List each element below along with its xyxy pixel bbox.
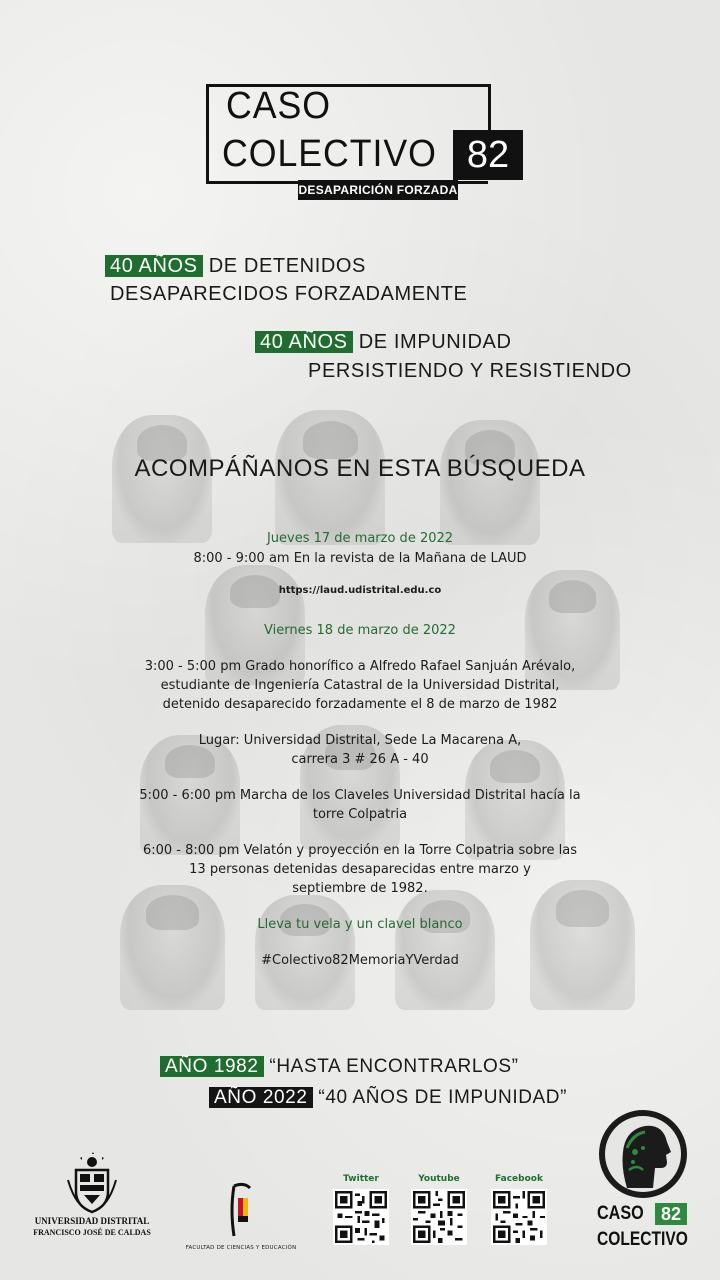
faculty-logo-icon <box>226 1180 256 1238</box>
event-march-line1: 5:00 - 6:00 pm Marcha de los Claveles Universidad Distrital hacía la <box>139 788 581 803</box>
slogan-2 <box>209 1087 567 1109</box>
event-march-line2: torre Colpatria <box>312 807 408 822</box>
hashtag: #Colectivo82MemoriaYVerdad <box>261 953 459 968</box>
twitter-qr-code[interactable] <box>333 1189 389 1245</box>
event-day1: 8:00 - 9:00 am En la revista de la Mañana de LAUD <box>193 551 527 566</box>
laud-url[interactable]: https://laud.udistrital.edu.co <box>278 585 442 596</box>
logo-subtitle: DESAPARICIÓN FORZADA <box>298 180 458 200</box>
badge-caso: CASO <box>597 1203 644 1224</box>
university-name-2: FRANCISCO JOSÉ DE CALDAS <box>33 1228 151 1237</box>
portrait-photo <box>395 890 495 1010</box>
qr-twitter-label: Twitter <box>343 1174 379 1184</box>
slogan-2-text: “40 AÑOS DE IMPUNIDAD” <box>318 1087 568 1108</box>
badge-colectivo: COLECTIVO <box>597 1229 688 1250</box>
event-vigil-line2: 13 personas detenidas desaparecidas entre marzo y <box>189 862 531 877</box>
event-vigil-line3: septiembre de 1982. <box>292 881 428 896</box>
event-honorary-line1: 3:00 - 5:00 pm Grado honorífico a Alfredo Rafael Sanjuán Arévalo, <box>144 659 576 674</box>
headline-2-cont: PERSISTIENDO Y RESISTIENDO <box>308 360 632 382</box>
slogan-2-tag: AÑO 2022 <box>209 1087 313 1108</box>
headline-2-tag: 40 AÑOS <box>255 331 353 353</box>
note-candle: Lleva tu vela y un clavel blanco <box>257 917 463 932</box>
headline-2-rest: DE IMPUNIDAD <box>358 331 512 353</box>
main-title: ACOMPÁÑANOS EN ESTA BÚSQUEDA <box>134 455 586 482</box>
place-line1: Lugar: Universidad Distrital, Sede La Macarena A, <box>198 733 522 748</box>
place-line2: carrera 3 # 26 A - 40 <box>291 752 429 767</box>
event-honorary-line3: detenido desaparecido forzadamente el 8 de marzo de 1982 <box>162 697 558 712</box>
head-profile-icon <box>597 1108 689 1200</box>
slogan-1-tag: AÑO 1982 <box>160 1056 264 1077</box>
slogan-1-text: “HASTA ENCONTRARLOS” <box>269 1056 519 1077</box>
portrait-photo <box>120 885 225 1010</box>
slogan-1 <box>160 1056 519 1078</box>
headline-1-rest: DE DETENIDOS <box>208 255 366 277</box>
event-vigil-line1: 6:00 - 8:00 pm Velatón y proyección en la Torre Colpatria sobre las <box>142 843 578 858</box>
headline-1 <box>105 255 366 278</box>
qr-facebook-label: Facebook <box>495 1174 543 1184</box>
headline-1-tag: 40 AÑOS <box>105 255 203 277</box>
date-day1: Jueves 17 de marzo de 2022 <box>266 531 454 546</box>
date-day2: Viernes 18 de marzo de 2022 <box>264 623 456 638</box>
logo-number: 82 <box>453 130 523 180</box>
facebook-qr-code[interactable] <box>491 1189 547 1245</box>
logo-caso: CASO <box>226 85 332 127</box>
portrait-photo <box>530 880 635 1010</box>
faculty-name: FACULTAD DE CIENCIAS Y EDUCACIÓN <box>185 1245 297 1251</box>
headline-1-cont: DESAPARECIDOS FORZADAMENTE <box>110 283 468 305</box>
headline-2 <box>255 331 512 354</box>
university-name-1: UNIVERSIDAD DISTRITAL <box>34 1216 150 1226</box>
university-crest-icon <box>62 1152 122 1214</box>
logo-colectivo: COLECTIVO <box>222 133 437 175</box>
youtube-qr-code[interactable] <box>411 1189 467 1245</box>
event-honorary-line2: estudiante de Ingeniería Catastral de la Universidad Distrital, <box>160 678 560 693</box>
qr-youtube-label: Youtube <box>418 1174 460 1184</box>
badge-number: 82 <box>655 1203 687 1225</box>
